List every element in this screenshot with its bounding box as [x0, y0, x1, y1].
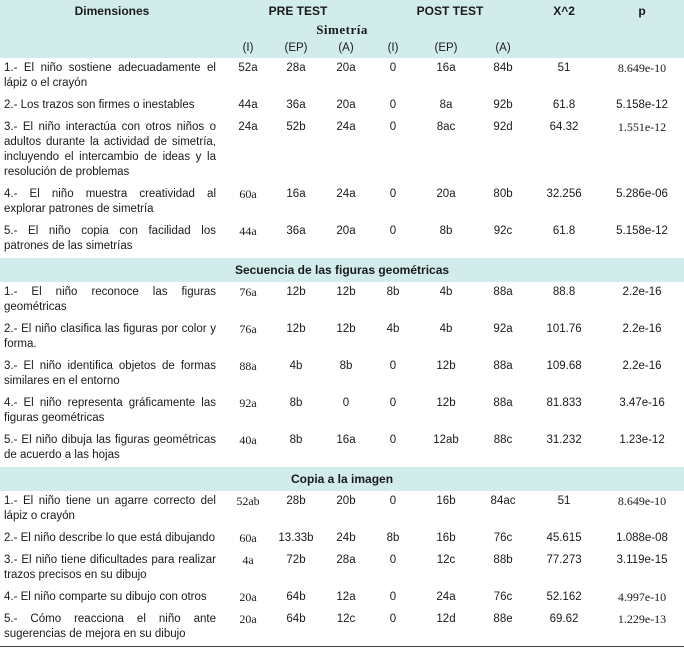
- cell-pre-ep: 13.33b: [278, 532, 314, 544]
- cell-post-ep: 16a: [436, 62, 456, 74]
- cell-p: 5.286e-06: [616, 188, 668, 200]
- table-row: [0, 221, 684, 258]
- cell-pre-i: 20a: [224, 609, 272, 647]
- cell-post-a: 84ac: [490, 495, 516, 507]
- dimension-description: 1.- El niño reconoce las figuras geométricas: [4, 286, 216, 313]
- cell-p: 3.47e-16: [619, 397, 665, 409]
- cell-post-a: 92a: [493, 323, 513, 335]
- cell-pre-a: 20a: [336, 225, 356, 237]
- cell-post-ep: 16b: [436, 495, 456, 507]
- cell-p: 2.2e-16: [622, 360, 662, 372]
- cell-chi2: 61.8: [552, 99, 576, 111]
- cell-post-ep: 20a: [436, 188, 456, 200]
- section-title-simetria: Simetría: [0, 22, 684, 38]
- dimension-description: 4.- El niño muestra creatividad al explorar patrones de simetría: [4, 188, 216, 215]
- table-row: [0, 587, 684, 609]
- cell-p: 8.649e-10: [617, 494, 667, 508]
- col-label-post-a: (A): [478, 38, 528, 58]
- table-row: [0, 319, 684, 356]
- cell-pre-ep: 12b: [286, 286, 306, 298]
- dimension-description: 2.- El niño clasifica las figuras por color y forma.: [4, 323, 216, 350]
- cell-chi2: 51: [557, 495, 571, 507]
- cell-p: 1.229e-13: [600, 609, 684, 647]
- cell-post-i: 4b: [386, 323, 400, 335]
- cell-post-ep: 12b: [436, 360, 456, 372]
- cell-post-a: 88e: [478, 609, 528, 647]
- table-row: [0, 95, 684, 117]
- cell-post-ep: 24a: [436, 591, 456, 603]
- cell-post-i: 8b: [386, 286, 400, 298]
- cell-p: 4.997e-10: [617, 590, 667, 604]
- cell-pre-a: 24b: [336, 532, 356, 544]
- cell-pre-i: 20a: [239, 590, 257, 604]
- cell-post-a: 76c: [493, 591, 513, 603]
- cell-pre-ep: 4b: [289, 360, 303, 372]
- cell-post-ep: 16b: [436, 532, 456, 544]
- cell-post-a: 80b: [493, 188, 513, 200]
- table-row: [0, 528, 684, 550]
- cell-pre-a: 28a: [336, 554, 356, 566]
- simetria-row: [0, 22, 684, 38]
- cell-p: 3.119e-15: [616, 554, 668, 566]
- col-label-pre-a: (A): [320, 38, 372, 58]
- cell-p: 5.158e-12: [616, 99, 668, 111]
- cell-pre-a: 24a: [336, 188, 356, 200]
- cell-post-i: 0: [372, 609, 414, 647]
- dimension-description: 3.- El niño identifica objetos de formas similares en el entorno: [4, 360, 216, 387]
- section-title: Secuencia de las figuras geométricas: [0, 258, 684, 282]
- dimension-description: 1.- El niño tiene un agarre correcto del lápiz o crayón: [4, 495, 216, 522]
- header-row: [0, 0, 684, 22]
- cell-chi2: 69.62: [528, 609, 600, 647]
- dimension-description: 3.- El niño tiene dificultades para realizar trazos precisos en su dibujo: [4, 554, 216, 581]
- cell-post-ep: 12ab: [433, 434, 459, 446]
- cell-post-a: 88a: [493, 286, 513, 298]
- cell-post-i: 8b: [386, 532, 400, 544]
- cell-pre-i: 60a: [239, 531, 257, 545]
- cell-post-i: 0: [389, 225, 397, 237]
- section-header: [0, 258, 684, 282]
- col-label-pre-ep: (EP): [272, 38, 320, 58]
- cell-pre-i: 52a: [238, 62, 258, 74]
- cell-pre-a: 12c: [320, 609, 372, 647]
- dimension-description: 5.- El niño dibuja las figuras geométricas de acuerdo a las hojas: [4, 434, 216, 461]
- dimension-description: 2.- Los trazos son firmes o inestables: [4, 99, 195, 111]
- cell-post-i: 0: [389, 62, 397, 74]
- header-pre-test: PRE TEST: [224, 0, 372, 22]
- cell-post-a: 88a: [493, 397, 513, 409]
- cell-p: 5.158e-12: [616, 225, 668, 237]
- cell-p: 2.2e-16: [622, 286, 662, 298]
- cell-pre-a: 24a: [336, 121, 356, 133]
- section-header: [0, 467, 684, 491]
- cell-post-a: 76c: [493, 532, 513, 544]
- cell-pre-ep: 64b: [272, 609, 320, 647]
- column-labels-row: [0, 38, 684, 58]
- cell-pre-i: 60a: [239, 187, 257, 201]
- cell-pre-i: 92a: [239, 396, 257, 410]
- table-row: [0, 184, 684, 221]
- header-p: p: [600, 0, 684, 22]
- header-chi2: X^2: [528, 0, 600, 22]
- cell-pre-ep: 36a: [286, 225, 306, 237]
- table-row: [0, 491, 684, 528]
- cell-pre-ep: 64b: [286, 591, 306, 603]
- cell-pre-a: 12a: [336, 591, 356, 603]
- cell-pre-ep: 12b: [286, 323, 306, 335]
- cell-p: 8.649e-10: [617, 61, 667, 75]
- table-row: [0, 58, 684, 95]
- cell-chi2: 51: [557, 62, 571, 74]
- cell-pre-a: 20b: [336, 495, 356, 507]
- cell-post-ep: 4b: [439, 323, 453, 335]
- dimension-description: 5.- Cómo reacciona el niño ante sugerencias de mejora en su dibujo: [0, 609, 224, 647]
- cell-pre-i: 52ab: [236, 494, 260, 508]
- cell-pre-i: 4a: [242, 553, 254, 567]
- table-row: [0, 117, 684, 184]
- cell-post-a: 84b: [493, 62, 513, 74]
- cell-chi2: 45.615: [546, 532, 582, 544]
- cell-chi2: 101.76: [546, 323, 582, 335]
- cell-post-a: 92b: [493, 99, 513, 111]
- col-label-post-i: (I): [372, 38, 414, 58]
- cell-post-i: 0: [389, 121, 397, 133]
- cell-pre-i: 76a: [239, 285, 257, 299]
- cell-pre-i: 40a: [239, 433, 257, 447]
- cell-chi2: 64.32: [549, 121, 579, 133]
- cell-p: 1.551e-12: [617, 120, 667, 134]
- cell-p: 2.2e-16: [622, 323, 662, 335]
- cell-post-a: 88c: [493, 434, 513, 446]
- cell-p: 1.23e-12: [619, 434, 665, 446]
- cell-post-i: 0: [389, 554, 397, 566]
- cell-post-i: 0: [389, 495, 397, 507]
- cell-p: 1.088e-08: [616, 532, 668, 544]
- cell-chi2: 88.8: [552, 286, 576, 298]
- cell-post-i: 0: [389, 397, 397, 409]
- cell-pre-ep: 16a: [286, 188, 306, 200]
- cell-post-ep: 12c: [436, 554, 456, 566]
- cell-pre-ep: 72b: [286, 554, 306, 566]
- cell-post-ep: 8a: [439, 99, 453, 111]
- dimension-description: 4.- El niño comparte su dibujo con otros: [4, 591, 207, 603]
- header-post-test: POST TEST: [372, 0, 528, 22]
- cell-chi2: 77.273: [546, 554, 582, 566]
- cell-post-ep: 8b: [439, 225, 453, 237]
- cell-pre-i: 88a: [239, 359, 257, 373]
- cell-post-i: 0: [389, 99, 397, 111]
- cell-post-a: 88a: [493, 360, 513, 372]
- cell-pre-i: 44a: [239, 224, 257, 238]
- cell-post-i: 0: [389, 360, 397, 372]
- col-label-post-ep: (EP): [414, 38, 478, 58]
- cell-post-a: 92c: [493, 225, 513, 237]
- cell-post-i: 0: [389, 188, 397, 200]
- table-row: [0, 282, 684, 319]
- cell-pre-ep: 8b: [289, 397, 303, 409]
- cell-chi2: 31.232: [546, 434, 582, 446]
- dimension-description: 4.- El niño representa gráficamente las figuras geométricas: [4, 397, 216, 424]
- cell-post-ep: 12b: [436, 397, 456, 409]
- cell-chi2: 52.162: [546, 591, 582, 603]
- cell-chi2: 81.833: [546, 397, 582, 409]
- section-title: Copia a la imagen: [0, 467, 684, 491]
- cell-post-a: 88b: [493, 554, 513, 566]
- col-label-pre-i: (I): [224, 38, 272, 58]
- dimension-description: 2.- El niño describe lo que está dibujando: [4, 532, 215, 544]
- table-body: [0, 58, 684, 647]
- table-row: [0, 550, 684, 587]
- cell-post-i: 0: [389, 434, 397, 446]
- cell-post-ep: 12d: [414, 609, 478, 647]
- table-row: [0, 609, 684, 647]
- cell-pre-ep: 28a: [286, 62, 306, 74]
- cell-pre-ep: 36a: [286, 99, 306, 111]
- cell-pre-i: 44a: [238, 99, 258, 111]
- cell-chi2: 109.68: [546, 360, 582, 372]
- dimension-description: 1.- El niño sostiene adecuadamente el lápiz o el crayón: [4, 62, 216, 89]
- cell-post-ep: 8ac: [436, 121, 456, 133]
- cell-post-ep: 4b: [439, 286, 453, 298]
- cell-post-a: 92d: [493, 121, 513, 133]
- cell-pre-ep: 28b: [286, 495, 306, 507]
- cell-pre-a: 8b: [339, 360, 353, 372]
- cell-chi2: 61.8: [552, 225, 576, 237]
- dimension-description: 3.- El niño interactúa con otros niños o adultos durante la actividad de simetría, incluyendo el intercambio de ideas y la resolución de problemas: [4, 121, 216, 178]
- header-dimensiones: Dimensiones: [0, 0, 224, 22]
- cell-pre-i: 76a: [239, 322, 257, 336]
- cell-pre-a: 12b: [336, 323, 356, 335]
- cell-pre-ep: 8b: [289, 434, 303, 446]
- cell-pre-i: 24a: [238, 121, 258, 133]
- cell-pre-a: 12b: [336, 286, 356, 298]
- cell-pre-a: 20a: [336, 99, 356, 111]
- table-row: [0, 430, 684, 467]
- cell-pre-a: 0: [342, 397, 350, 409]
- table-row: [0, 356, 684, 393]
- dimension-description: 5.- El niño copia con facilidad los patrones de las simetrías: [4, 225, 216, 252]
- cell-pre-a: 16a: [336, 434, 356, 446]
- cell-post-i: 0: [389, 591, 397, 603]
- cell-chi2: 32.256: [546, 188, 582, 200]
- table-row: [0, 393, 684, 430]
- cell-pre-ep: 52b: [286, 121, 306, 133]
- cell-pre-a: 20a: [336, 62, 356, 74]
